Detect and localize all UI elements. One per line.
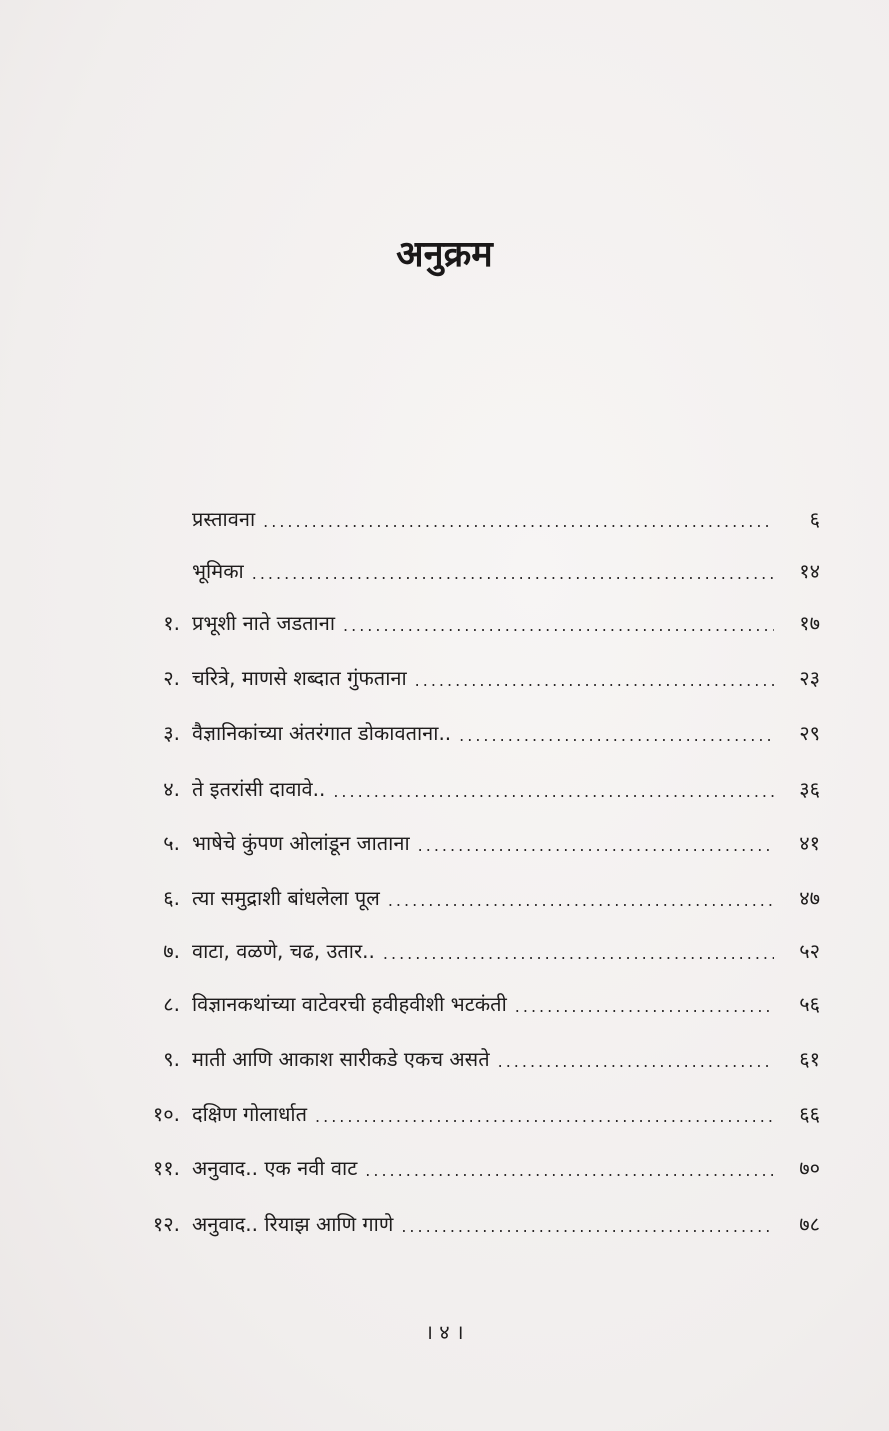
entry-title: भूमिका — [192, 558, 244, 583]
toc-entry — [120, 498, 820, 538]
page-number: । ४ । — [425, 1320, 464, 1344]
toc-entry — [120, 930, 820, 970]
dot-leader — [365, 1155, 774, 1180]
entry-page: ६१ — [799, 1046, 820, 1071]
toc-entry — [120, 712, 820, 752]
entry-number: १०. — [152, 1101, 180, 1126]
entry-page: ६ — [809, 506, 820, 531]
entry-page: ४७ — [799, 885, 820, 910]
toc-entry — [120, 983, 820, 1023]
entry-page: १४ — [799, 558, 820, 583]
entry-number: ८. — [163, 991, 180, 1016]
toc-entry — [120, 657, 820, 697]
entry-number: ३. — [163, 720, 180, 745]
entry-title: वैज्ञानिकांच्या अंतरंगात डोकावताना.. — [192, 720, 452, 745]
entry-title: अनुवाद.. एक नवी वाट — [192, 1155, 358, 1180]
entry-title: ते इतरांसी दावावे.. — [192, 776, 326, 801]
entry-number: ११. — [152, 1155, 180, 1180]
page-title: अनुक्रम — [396, 234, 493, 275]
entry-title: माती आणि आकाश सारीकडे एकच असते — [192, 1046, 490, 1071]
entry-title: दक्षिण गोलार्धात — [192, 1101, 308, 1126]
entry-number: ९. — [163, 1046, 180, 1071]
entry-number: २. — [163, 665, 180, 690]
dot-leader — [263, 506, 774, 531]
toc-entry — [120, 1203, 820, 1243]
dot-leader — [459, 720, 774, 745]
entry-page: ३६ — [799, 776, 820, 801]
entry-number: ६. — [163, 885, 180, 910]
toc-entry — [120, 550, 820, 590]
entry-title: अनुवाद.. रियाझ आणि गाणे — [192, 1211, 394, 1236]
entry-page: ५६ — [799, 991, 820, 1016]
entry-number: ४. — [163, 776, 180, 801]
dot-leader — [252, 558, 774, 583]
dot-leader — [388, 885, 774, 910]
dot-leader — [415, 665, 774, 690]
entry-title: भाषेचे कुंपण ओलांडून जाताना — [192, 830, 410, 855]
toc-entry — [120, 1038, 820, 1078]
entry-page: ७० — [799, 1155, 820, 1180]
dot-leader — [401, 1211, 774, 1236]
dot-leader — [515, 991, 774, 1016]
toc-entry — [120, 1093, 820, 1133]
dot-leader — [418, 830, 774, 855]
entry-title: प्रभूशी नाते जडताना — [192, 610, 336, 635]
dot-leader — [343, 610, 774, 635]
entry-title: त्या समुद्राशी बांधलेला पूल — [192, 885, 380, 910]
toc-entry — [120, 602, 820, 642]
entry-title: चरित्रे, माणसे शब्दात गुंफताना — [192, 665, 407, 690]
dot-leader — [315, 1101, 774, 1126]
entry-number: ७. — [163, 938, 180, 963]
entry-page: ७८ — [799, 1211, 820, 1236]
entry-page: २९ — [799, 720, 820, 745]
entry-page: ५२ — [799, 938, 820, 963]
entry-page: १७ — [799, 610, 820, 635]
entry-number: १. — [163, 610, 180, 635]
toc-entry — [120, 768, 820, 808]
entry-title: वाटा, वळणे, चढ, उतार.. — [192, 938, 375, 963]
toc-entry — [120, 877, 820, 917]
toc-entry — [120, 822, 820, 862]
entry-number: ५. — [163, 830, 180, 855]
entry-page: ६६ — [799, 1101, 820, 1126]
entry-page: २३ — [799, 665, 820, 690]
toc-entry — [120, 1147, 820, 1187]
entry-page: ४१ — [799, 830, 820, 855]
dot-leader — [333, 776, 774, 801]
entry-title: विज्ञानकथांच्या वाटेवरची हवीहवीशी भटकंती — [192, 991, 507, 1016]
dot-leader — [498, 1046, 774, 1071]
entry-number: १२. — [152, 1211, 180, 1236]
dot-leader — [383, 938, 774, 963]
entry-title: प्रस्तावना — [192, 506, 256, 531]
